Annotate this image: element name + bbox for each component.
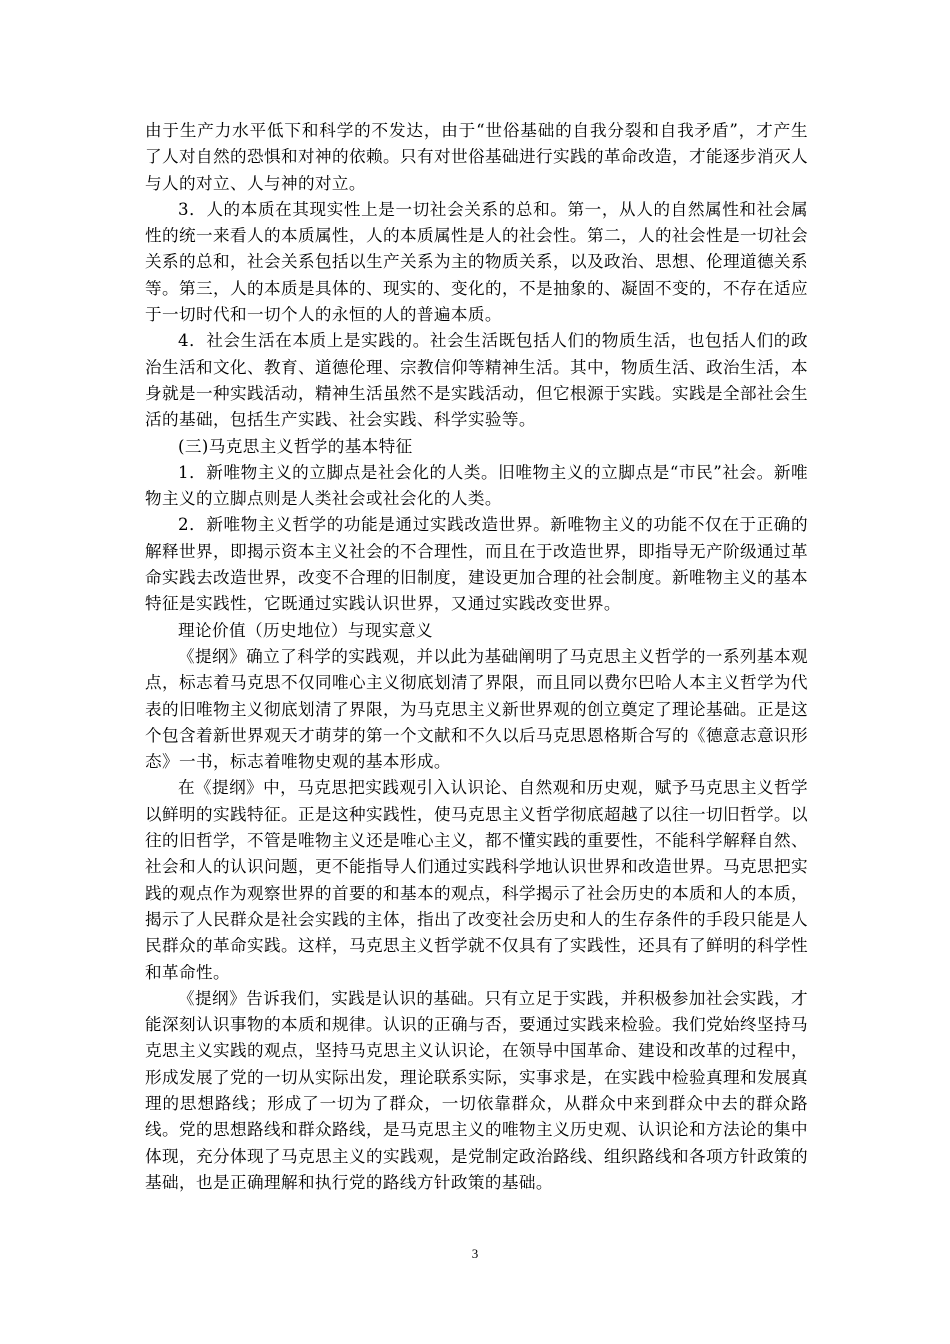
document-body [145,118,808,1196]
section-heading-basic-features: (三)马克思主义哲学的基本特征 [178,436,413,456]
paragraph-practice-foundation: 《提纲》告诉我们，实践是认识的基础。只有立足于实践，并积极参加社会实践，才能深刻认识事物的本质和规律。认识的正确与否，要通过实践来检验。我们党始终坚持马克思主义实践的观点，坚持马克思主义认识论，在领导中国革命、建设和改革的过程中，形成发展了党的一切从实际出发，理论联系实际，实事求是，在实践中检验真理和发展真理的思想路线；形成了一切为了群众，一切依靠群众，从群众中来到群众中去的群众路线。党的思想路线和群众路线，是马克思主义的唯物主义历史观、认识论和方法论的集中体现，充分体现了马克思主义的实践观，是党制定政治路线、组织路线和各项方针政策的基础，也是正确理解和执行党的路线方针政策的基础。 [145,988,808,1192]
page-number: 3 [471,1246,479,1261]
paragraph-feature-1: 1．新唯物主义的立脚点是社会化的人类。旧唯物主义的立脚点是“市民”社会。新唯物主义的立脚点则是人类社会或社会化的人类。 [145,462,808,509]
paragraph-practice-view: 在《提纲》中，马克思把实践观引入认识论、自然观和历史观，赋予马克思主义哲学以鲜明的实践特征。正是这种实践性，使马克思主义哲学彻底超越了以往一切旧哲学。以往的旧哲学，不管是唯物主义还是唯心主义，都不懂实践的重要性，不能科学解释自然、社会和人的认识问题，更不能指导人们通过实践科学地认识世界和改造世界。马克思把实践的观点作为观察世界的首要的和基本的观点，科学揭示了社会历史的本质和人的本质，揭示了人民群众是社会实践的主体，指出了改变社会历史和人的生存条件的手段只能是人民群众的革命实践。这样，马克思主义哲学就不仅具有了实践性，还具有了鲜明的科学性和革命性。 [145,778,808,982]
paragraph-point-3: 3．人的本质在其现实性上是一切社会关系的总和。第一，从人的自然属性和社会属性的统一来看人的本质属性，人的本质属性是人的社会性。第二，人的社会性是一切社会关系的总和，社会关系包括以生产关系为主的物质关系，以及政治、思想、伦理道德关系等。第三，人的本质是具体的、现实的、变化的，不是抽象的、凝固不变的，不存在适应于一切时代和一切个人的永恒的人的普遍本质。 [145,199,808,325]
paragraph-continuation: 由于生产力水平低下和科学的不发达，由于“世俗基础的自我分裂和自我矛盾”，才产生了人对自然的恐惧和对神的依赖。只有对世俗基础进行实践的革命改造，才能逐步消灭人与人的对立、人与神的对立。 [145,121,808,193]
paragraph-point-4: 4．社会生活在本质上是实践的。社会生活既包括人们的物质生活，也包括人们的政治生活和文化、教育、道德伦理、宗教信仰等精神生活。其中，物质生活、政治生活，本身就是一种实践活动，精神生活虽然不是实践活动，但它根源于实践。实践是全部社会生活的基础，包括生产实践、社会实践、科学实验等。 [145,331,808,430]
paragraph-theses-significance: 《提纲》确立了科学的实践观，并以此为基础阐明了马克思主义哲学的一系列基本观点，标志着马克思不仅同唯心主义彻底划清了界限，而且同以费尔巴哈人本主义哲学为代表的旧唯物主义彻底划清了界限，为马克思主义新世界观的创立奠定了理论基础。正是这个包含着新世界观天才萌芽的第一个文献和不久以后马克思恩格斯合写的《德意志意识形态》一书，标志着唯物史观的基本形成。 [145,646,808,772]
section-heading-value-significance: 理论价值（历史地位）与现实意义 [178,620,433,640]
paragraph-feature-2: 2．新唯物主义哲学的功能是通过实践改造世界。新唯物主义的功能不仅在于正确的解释世界，即揭示资本主义社会的不合理性，而且在于改造世界，即指导无产阶级通过革命实践去改造世界，改变不合理的旧制度，建设更加合理的社会制度。新唯物主义的基本特征是实践性，它既通过实践认识世界，又通过实践改变世界。 [145,515,808,614]
